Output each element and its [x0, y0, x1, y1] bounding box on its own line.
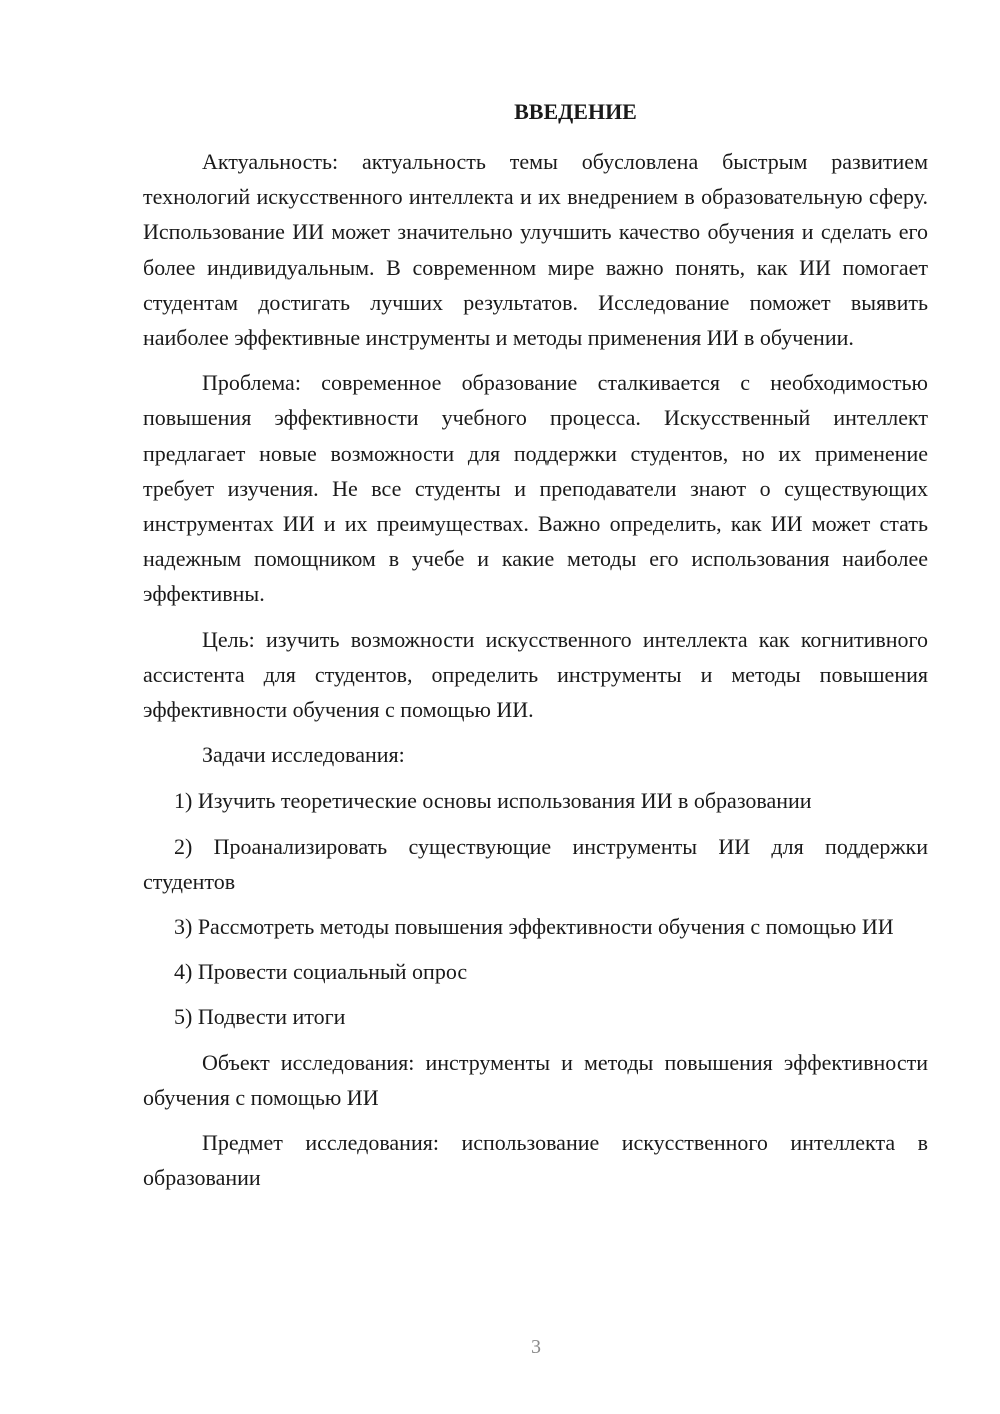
task-item-5: 5) Подвести итоги: [174, 1004, 346, 1030]
task-item-1: 1) Изучить теоретические основы использования ИИ в образовании: [174, 788, 812, 814]
subject-paragraph: Предмет исследования: использование искусственного интеллекта в образовании: [143, 1130, 928, 1191]
page-number: 3: [531, 1336, 541, 1358]
object-paragraph: Объект исследования: инструменты и методы повышения эффективности обучения с помощью ИИ: [143, 1049, 928, 1110]
page-content: [143, 97, 928, 1205]
section-heading: ВВЕДЕНИЕ: [514, 99, 637, 124]
problem-paragraph: Проблема: современное образование сталкивается с необходимостью повышения эффективности учебного процесса. Искусственный интеллект предлагает новые возможности для поддержки студентов, но их применение требует изучения. Не все студенты и преподаватели знают о существующих инструментах ИИ и их преимуществах. Важно определить, как ИИ может стать надежным помощником в учебе и какие методы его использования наиболее эффективны.: [143, 370, 928, 607]
relevance-paragraph: Актуальность: актуальность темы обусловлена быстрым развитием технологий искусственного интеллекта и их внедрением в образовательную сферу. Использование ИИ может значительно улучшить качество обучения и сделать его более индивидуальным. В современном мире важно понять, как ИИ помогает студентам достигать лучших результатов. Исследование поможет выявить наиболее эффективные инструменты и методы применения ИИ в обучении.: [143, 149, 928, 351]
task-item-3: 3) Рассмотреть методы повышения эффективности обучения с помощью ИИ: [174, 914, 894, 940]
task-item-4: 4) Провести социальный опрос: [174, 959, 468, 985]
tasks-heading: Задачи исследования:: [202, 742, 405, 768]
goal-paragraph: Цель: изучить возможности искусственного интеллекта как когнитивного ассистента для студентов, определить инструменты и методы повышения эффективности обучения с помощью ИИ.: [143, 626, 928, 723]
task-item-2: 2) Проанализировать существующие инструменты ИИ для поддержки студентов: [143, 833, 928, 894]
